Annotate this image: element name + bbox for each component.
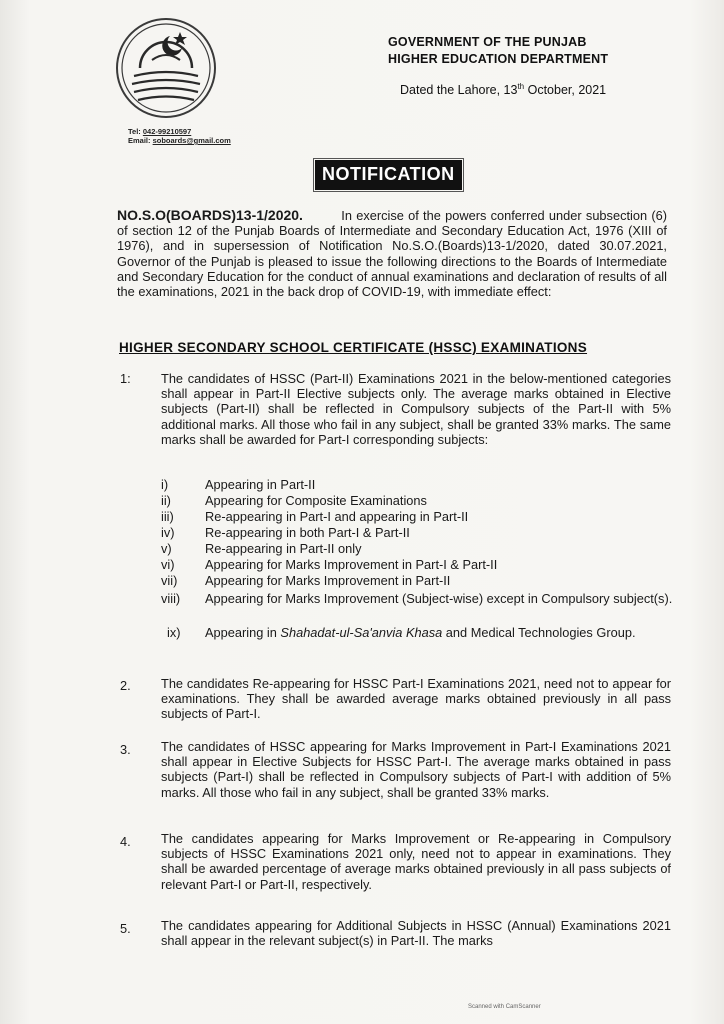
sub-item-number: v) — [161, 541, 172, 556]
sub-item-text-post: and Medical Technologies Group. — [442, 625, 636, 640]
dated-prefix: Dated the Lahore, 13 — [400, 83, 518, 98]
sub-item-text: Re-appearing in both Part-I & Part-II — [205, 525, 410, 540]
sub-item-text: Appearing for Composite Examinations — [205, 493, 427, 508]
item-text: The candidates appearing for Marks Improvement or Re-appearing in Compulsory subjects of HSSC Examinations 2021 only, need not to appear in examinations. They shall be awarded percentage of average marks obtained previously in all pass subjects of relevant Part-I or Part-II, respectively. — [161, 831, 671, 892]
letterhead — [388, 34, 648, 68]
intro-text: In exercise of the powers conferred under subsection (6) of section 12 of the Punjab Boards of Intermediate and Secondary Education Act, 1976 (XIII of 1976), and in supersession of Notification No.S.O.(Boards)13-1/2020, dated 30.07.2021, Governor of the Punjab is pleased to issue the following directions to the Boards of Intermediate and Secondary Education for the conduct of annual examinations and declaration of results of all the examinations, 2021 in the back drop of COVID-19, with immediate effect: — [117, 208, 667, 300]
item-number: 5. — [120, 921, 131, 936]
sub-item-text: Re-appearing in Part-II only — [205, 541, 362, 556]
scanner-watermark: Scanned with CamScanner — [468, 1004, 541, 1010]
section-title: HIGHER SECONDARY SCHOOL CERTIFICATE (HSSC) EXAMINATIONS — [119, 340, 588, 355]
sub-item-text: Appearing in Part-II — [205, 477, 316, 492]
item-number: 1: — [120, 371, 131, 386]
sub-item-number: ix) — [167, 625, 181, 640]
item-number: 4. — [120, 834, 131, 849]
sub-item-number: iv) — [161, 525, 175, 540]
email-address[interactable]: soboards@gmail.com — [152, 136, 231, 145]
item-text: The candidates of HSSC (Part-II) Examinations 2021 in the below-mentioned categories shall appear in Part-II Elective subjects only. The average marks obtained in Elective subjects (Part-II) shall be reflected in Compulsory subjects of the Part-II with 5% additional marks. All those who fail in any subject, shall be granted 33% marks. The same marks shall be awarded for Part-I corresponding subjects: — [161, 371, 671, 447]
item-number: 2. — [120, 678, 131, 693]
sub-item-number: vi) — [161, 557, 175, 572]
sub-item-text-pre: Appearing in — [205, 625, 281, 640]
sub-item-number: viii) — [161, 591, 181, 606]
sub-item-number: ii) — [161, 493, 171, 508]
dated-sup: th — [517, 82, 525, 91]
sub-item-text — [205, 626, 675, 641]
item-number: 3. — [120, 742, 131, 757]
item-text: The candidates of HSSC appearing for Marks Improvement in Part-I Examinations 2021 shall appear in Elective Subjects for HSSC Part-I. The average marks obtained in pass subjects (Part-I) shall be reflected in Compulsory subjects of Part-I with addition of 5% marks. All those who fail in any subject, shall be granted 33% marks. — [161, 739, 671, 800]
sub-item-text-italic: Shahadat-ul-Sa'anvia Khasa — [280, 625, 443, 640]
item-text: The candidates appearing for Additional Subjects in HSSC (Annual) Examinations 2021 shall appear in the relevant subject(s) in Part-II. The marks — [161, 918, 671, 949]
sub-item-text: Appearing for Marks Improvement in Part-I & Part-II — [205, 557, 498, 572]
dated-line — [400, 82, 606, 97]
sub-item-text: Appearing for Marks Improvement (Subject-wise) except in Compulsory subject(s). — [205, 591, 673, 606]
email-label: Email: — [128, 136, 153, 145]
sub-item-number: iii) — [161, 509, 174, 524]
sub-item-number: i) — [161, 477, 169, 492]
letterhead-line-2: HIGHER EDUCATION DEPARTMENT — [388, 52, 609, 66]
sub-item-number: vii) — [161, 573, 178, 588]
tel-label: Tel: — [128, 127, 143, 136]
punjab-government-seal-icon — [112, 16, 220, 120]
dated-suffix: October, 2021 — [524, 83, 607, 98]
intro-paragraph — [117, 208, 667, 299]
notification-title: NOTIFICATION — [315, 160, 462, 190]
sub-item-text: Appearing for Marks Improvement in Part-II — [205, 573, 451, 588]
notification-reference: NO.S.O(BOARDS)13-1/2020. — [117, 207, 303, 223]
sub-item-text: Re-appearing in Part-I and appearing in Part-II — [205, 509, 469, 524]
tel-number: 042-99210597 — [142, 127, 192, 136]
item-text: The candidates Re-appearing for HSSC Part-I Examinations 2021, need not to appear for examinations. They shall be awarded average marks obtained previously in all pass subjects of Part-I. — [161, 676, 671, 722]
contact-details — [128, 127, 231, 145]
letterhead-line-1: GOVERNMENT OF THE PUNJAB — [388, 35, 587, 49]
